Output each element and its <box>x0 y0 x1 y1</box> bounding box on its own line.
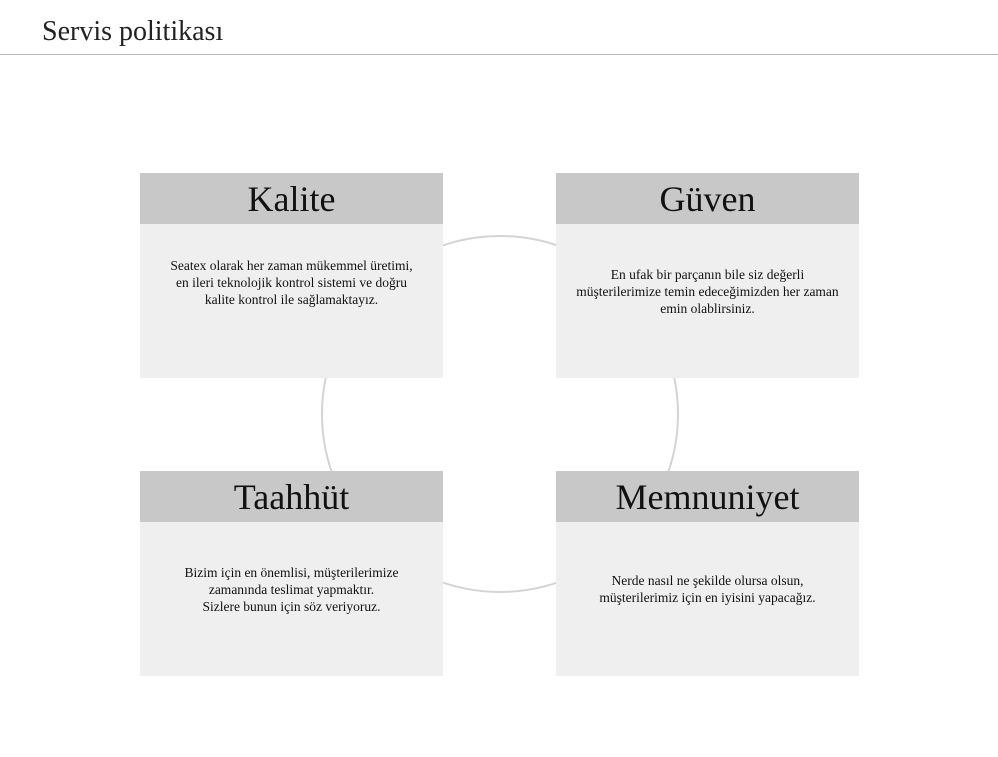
card-title: Güven <box>556 173 859 224</box>
card-title: Kalite <box>140 173 443 224</box>
card-text: Bizim için en önemlisi, müşterilerimize zamanında teslimat yapmaktır. Sizlere bunun için söz veriyoruz. <box>184 564 399 614</box>
card-text: Seatex olarak her zaman mükemmel üretimi, en ileri teknolojik kontrol sistemi ve doğru kalite kontrol ile sağlamaktayız. <box>170 257 413 307</box>
card-guven <box>556 173 859 378</box>
card-title: Memnuniyet <box>556 471 859 522</box>
card-taahhut <box>140 471 443 676</box>
card-memnuniyet <box>556 471 859 676</box>
card-kalite <box>140 173 443 378</box>
card-title: Taahhüt <box>140 471 443 522</box>
card-text: En ufak bir parçanın bile siz değerli müşterilerimize temin edeceğimizden her zaman emin olablirsiniz. <box>576 266 839 316</box>
card-text: Nerde nasıl ne şekilde olursa olsun, müşterilerimiz için en iyisini yapacağız. <box>599 573 816 605</box>
page-title: Servis politikası <box>42 16 224 47</box>
